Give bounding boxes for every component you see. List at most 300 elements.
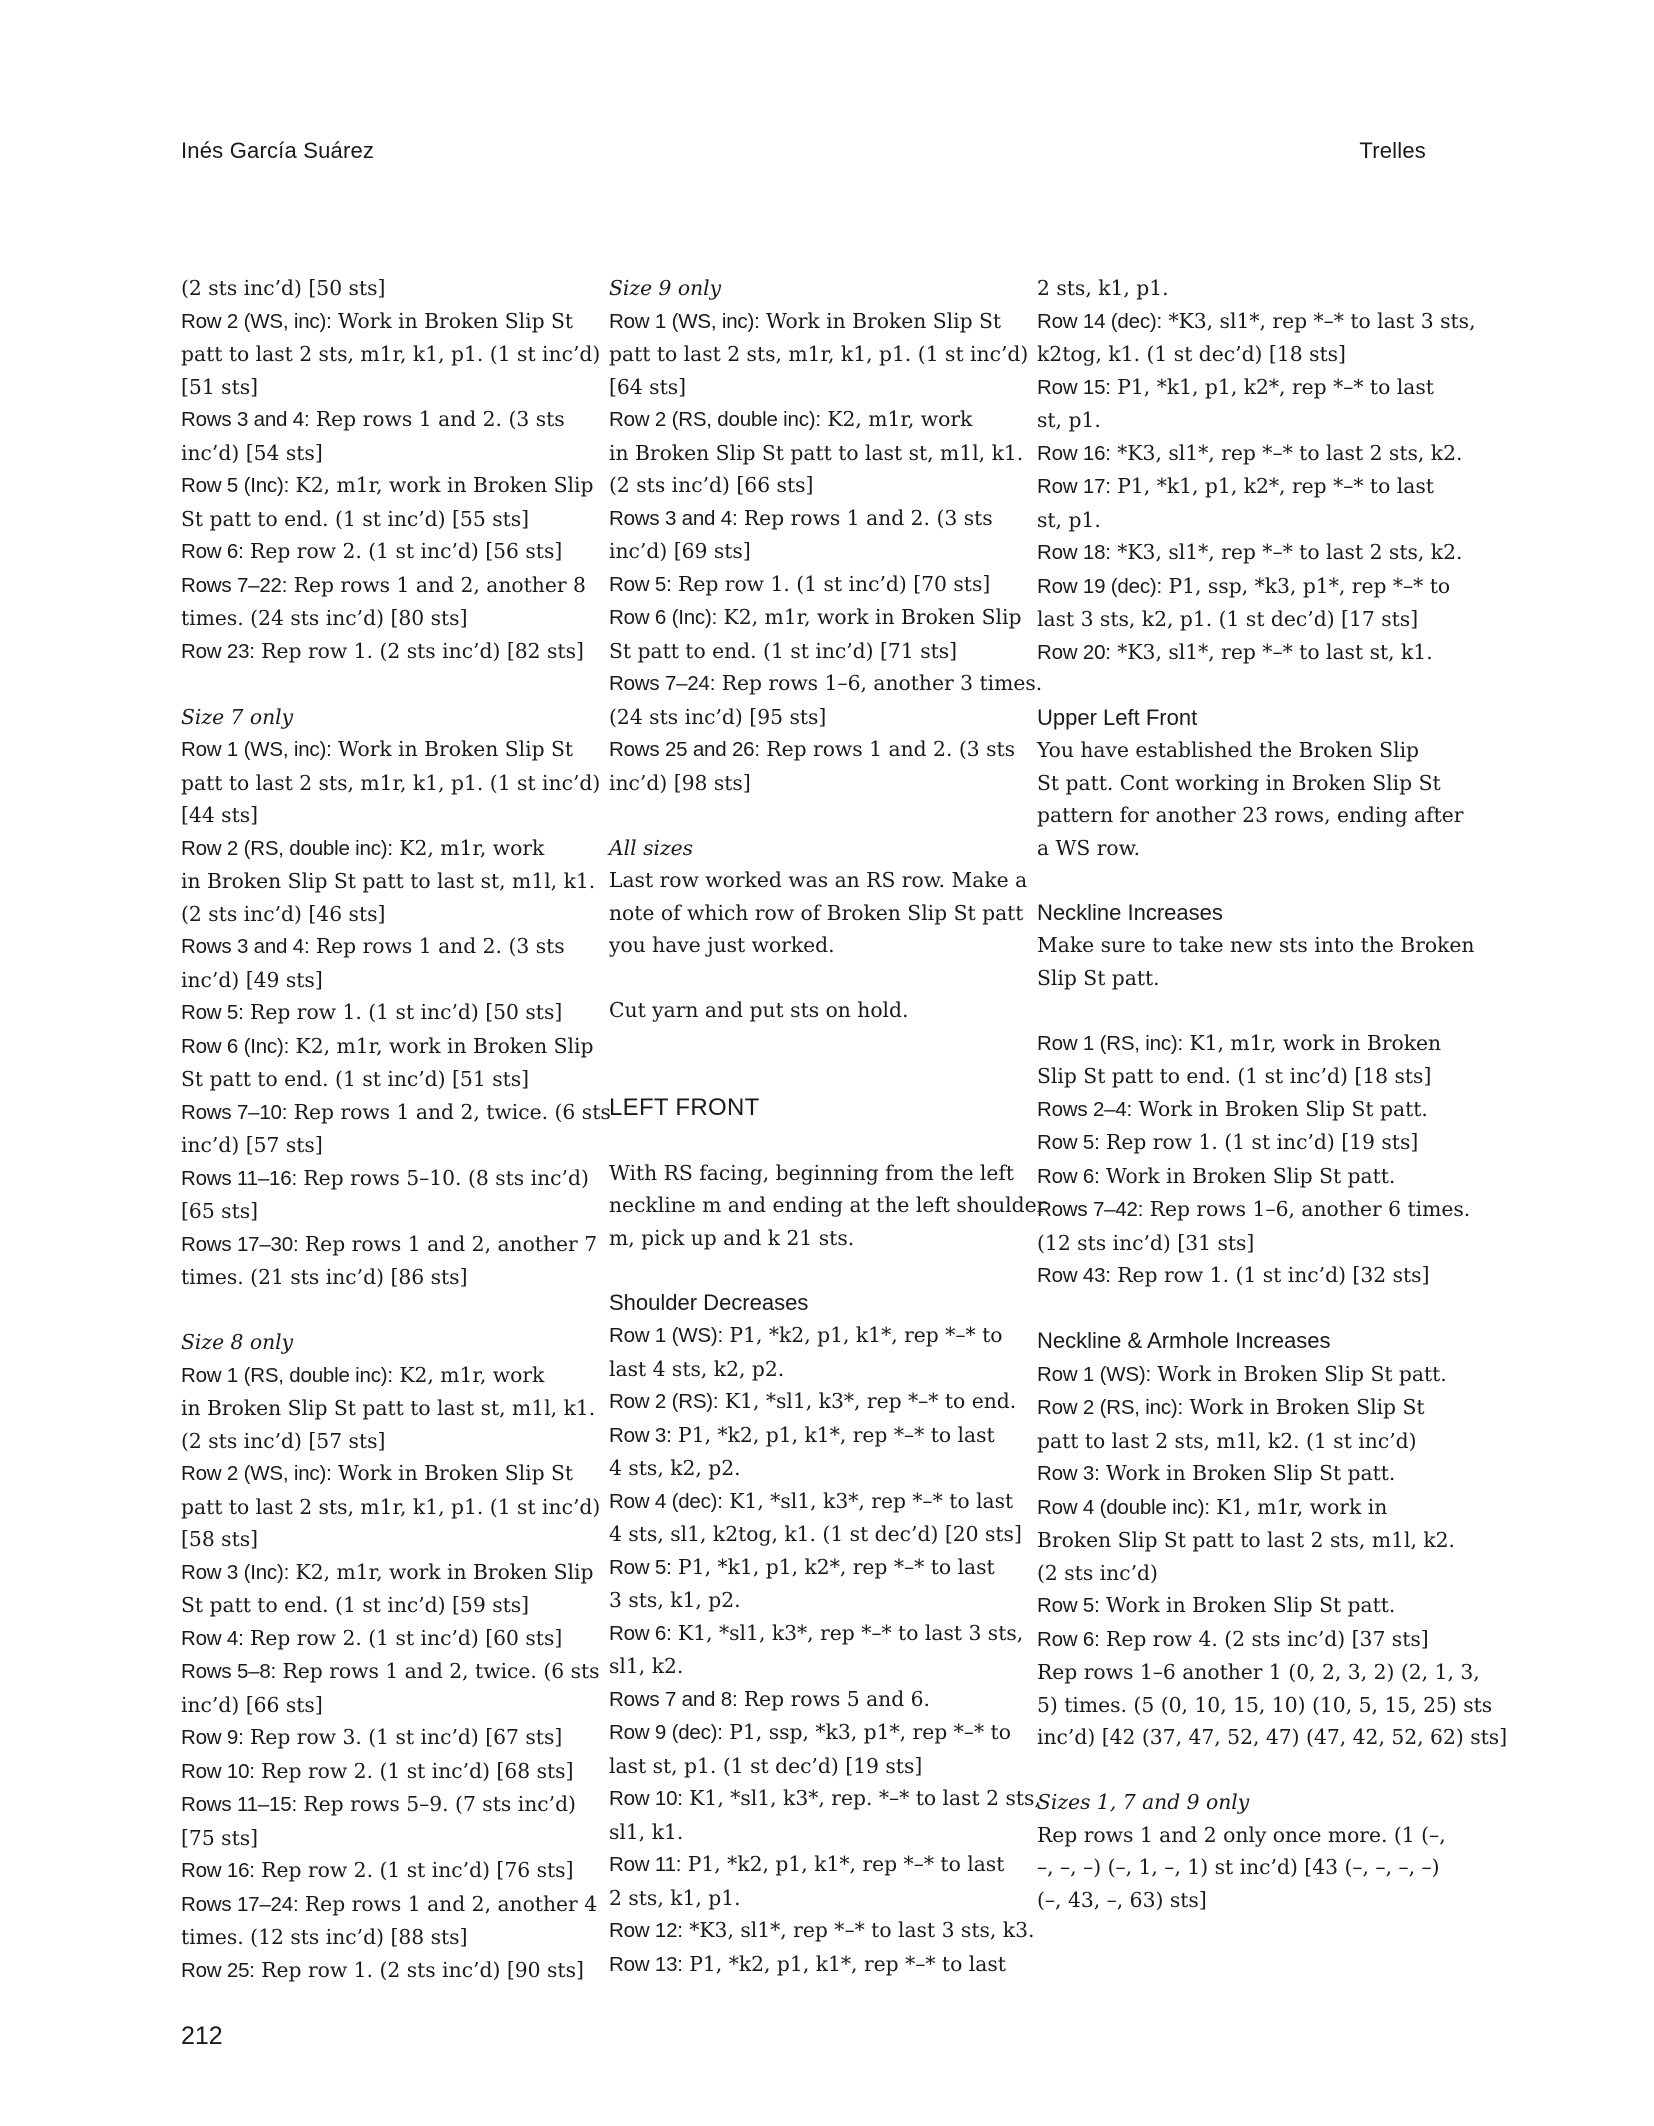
text-line [1037,272,1432,305]
row-text: P1, *k2, p1, k1*, rep *–* to last [681,1852,1005,1876]
subheading: Upper Left Front [1037,704,1198,730]
row-text: (24 sts inc’d) [95 sts] [609,704,827,729]
page-number: 212 [181,2022,223,2050]
row-text: last 4 sts, k2, p2. [609,1356,785,1381]
text-line [1037,603,1432,636]
text-line [1037,767,1441,800]
row-text: K1, m1r, work in Broken [1183,1030,1442,1055]
text-line [181,1063,576,1096]
row-text: Work in Broken Slip St [1183,1395,1425,1419]
text-line [609,1650,1004,1683]
row-text: last st, p1. (1 st dec’d) [19 sts] [609,1753,923,1778]
instruction-row [1037,1027,1442,1061]
row-text: You have established the Broken Slip [1037,738,1420,762]
row-label: Row 3: [1037,1462,1100,1485]
row-text: Rep row 2. (1 st inc’d) [60 sts] [243,1625,563,1650]
row-label: Rows 17–24: [181,1892,299,1916]
row-text: Rep rows 1–6 another 1 (0, 2, 3, 2) (2, 1, 3, [1037,1660,1480,1684]
blank-line [609,799,1004,832]
row-text: (2 sts inc’d) [57 sts] [181,1428,386,1453]
row-label: Row 6: [609,1621,672,1645]
instruction-row [1037,1093,1432,1127]
blank-line [1037,1293,1432,1326]
instruction-row [609,305,1004,339]
instruction-row [1037,1160,1432,1194]
text-line [1037,1819,1446,1852]
row-text: sl1, k2. [609,1654,684,1678]
row-text: sl1, k1. [609,1819,684,1844]
instruction-row [1037,437,1463,471]
instruction-row [181,1162,589,1196]
text-line [609,635,1004,668]
text-line [181,1392,596,1425]
text-line [181,371,576,404]
row-text: Rep rows 1 and 2 only once more. (1 (–, [1037,1822,1446,1847]
instruction-row [1037,1491,1432,1525]
text-line [181,1425,576,1458]
row-text: in Broken Slip St patt to last st, m1l, k1. [609,440,1024,465]
row-text: K1, *sl1, k3*, rep *–* to end. [718,1389,1017,1413]
row-text: times. (24 sts inc’d) [80 sts] [181,606,468,630]
row-text: Rep row 1. (1 st inc’d) [50 sts] [243,1000,563,1024]
blank-line [1037,1754,1432,1787]
row-text: m, pick up and k 21 sts. [609,1225,855,1250]
instruction-row [1037,1589,1432,1623]
instruction-row [609,1617,1024,1651]
row-text: Work in Broken Slip St patt. [1099,1163,1396,1188]
size-note: Size 9 only [609,276,722,300]
text-line [181,437,576,470]
text-column-1 [181,272,611,1987]
row-label: Row 10: [609,1787,683,1810]
text-line [1037,929,1475,962]
text-line [1037,1721,1508,1754]
instruction-row [181,569,586,603]
row-text: [44 sts] [181,803,259,827]
row-label: Row 6: [1037,1627,1100,1651]
row-text: Rep rows 1 and 2, twice. (6 sts [276,1659,600,1683]
text-line [1037,404,1432,437]
row-text: (12 sts inc’d) [31 sts] [1037,1230,1255,1255]
text-column-2 [609,272,1047,1981]
row-label: Row 6: [1037,1164,1100,1188]
row-label: Row 6 (Inc): [181,1034,290,1058]
row-text: patt to last 2 sts, m1r, k1, p1. (1 st inc’d) [181,342,601,366]
row-text: *K3, sl1*, rep *–* to last 3 sts, [1162,308,1476,333]
blank-line [609,1124,1004,1157]
row-label: Row 1 (WS, inc): [609,309,760,333]
row-text: Rep rows 1–6, another 3 times. [715,671,1043,695]
text-line [1037,338,1432,371]
row-text: Work in Broken Slip St patt. [1099,1461,1396,1485]
instruction-row [181,1788,576,1822]
row-text: –, –, –) (–, 1, –, 1) st inc’d) [43 (–, –, –, –) [1037,1855,1440,1879]
row-text: St patt to end. (1 st inc’d) [51 sts] [181,1067,530,1091]
instruction-row [609,1914,1035,1948]
instruction-row [1037,636,1432,670]
row-label: Rows 3 and 4: [181,935,310,958]
instruction-row [181,832,576,866]
header-title: Trelles [1359,138,1426,163]
row-label: Rows 5–8: [181,1660,277,1683]
row-label: Row 1 (RS, double inc): [181,1363,393,1387]
row-text: (2 sts inc’d) [46 sts] [181,901,386,926]
text-line [609,338,1029,371]
text-line [181,602,576,635]
text-line [1037,962,1432,995]
instruction-row [609,568,1004,602]
text-line [1037,832,1432,865]
row-text: P1, ssp, *k3, p1*, rep *–* to [722,1720,1011,1744]
text-line [609,929,1004,962]
instruction-row [1037,1259,1432,1293]
blank-line [1037,864,1432,897]
row-text: (2 sts inc’d) [66 sts] [609,473,814,497]
blank-line [609,1027,1004,1060]
instruction-row [181,1655,600,1689]
row-label: Row 17: [1037,475,1111,498]
text-line [1037,1227,1432,1260]
row-text: (–, 43, –, 63) sts] [1037,1887,1207,1912]
row-text: [58 sts] [181,1527,259,1551]
row-text: inc’d) [98 sts] [609,770,751,795]
text-line [609,1518,1022,1551]
instruction-row [1037,1193,1471,1227]
row-text: *K3, sl1*, rep *–* to last st, k1. [1110,639,1433,664]
instruction-row [609,1319,1004,1353]
instruction-row [1037,570,1451,604]
row-text: times. (21 sts inc’d) [86 sts] [181,1265,468,1289]
row-text: Rep rows 1 and 2. (3 sts [759,737,1016,761]
row-text: Rep row 2. (1 st inc’d) [76 sts] [254,1858,574,1882]
row-label: Row 2 (RS, inc): [1037,1396,1184,1419]
subheading: Neckline Increases [1037,899,1223,925]
text-line [181,1921,576,1954]
row-text: P1, *k2, p1, k1*, rep *–* to last [682,1951,1006,1976]
text-line [181,503,576,536]
instruction-row [1037,1623,1432,1657]
text-line [609,1750,1004,1783]
instruction-row [181,403,576,437]
instruction-row [1037,1391,1432,1425]
text-column-3 [1037,272,1508,1916]
row-text: times. (12 sts inc’d) [88 sts] [181,1925,468,1949]
row-text: Work in Broken Slip St patt. [1099,1593,1396,1617]
text-line [609,1353,1004,1386]
instruction-row [181,1096,611,1130]
row-label: Row 9 (dec): [609,1721,723,1744]
row-text: With RS facing, beginning from the left [609,1160,1015,1185]
row-label: Rows 7–10: [181,1100,288,1124]
row-label: Rows 25 and 26: [609,738,760,761]
text-line [609,371,1004,404]
instruction-row [181,930,576,964]
row-text: [75 sts] [181,1825,259,1850]
row-label: Rows 2–4: [1037,1097,1133,1121]
row-label: Row 2 (WS, inc): [181,1462,332,1485]
row-text: K1, *sl1, k3*, rep *–* to last [722,1488,1014,1513]
row-label: Rows 7–42: [1037,1198,1144,1221]
row-text: K1, *sl1, k3*, rep. *–* to last 2 sts, [682,1786,1041,1810]
row-label: Row 2 (RS): [609,1390,719,1413]
row-text: K2, m1r, work in Broken Slip [717,605,1022,629]
instruction-row [609,1683,1004,1717]
row-label: Row 16: [181,1859,255,1882]
instruction-row [181,535,576,569]
text-line [181,865,596,898]
row-text: St patt to end. (1 st inc’d) [55 sts] [181,506,530,531]
text-line [181,1195,576,1228]
row-label: Row 15: [1037,375,1111,399]
row-label: Row 9: [181,1726,244,1749]
blank-line [609,1254,1004,1287]
instruction-row [609,1948,1004,1982]
row-text: patt to last 2 sts, m1r, k1, p1. (1 st inc’d) [181,1494,601,1519]
row-label: Row 23: [181,639,255,663]
row-text: [65 sts] [181,1199,259,1223]
row-text: k2tog, k1. (1 st dec’d) [18 sts] [1037,342,1346,366]
row-text: K2, m1r, work [820,407,973,431]
row-text: Rep rows 5 and 6. [737,1686,931,1711]
row-text: St patt. Cont working in Broken Slip St [1037,770,1441,795]
row-text: inc’d) [49 sts] [181,967,323,992]
text-line [609,469,1004,502]
row-text: Rep row 1. (2 sts inc’d) [90 sts] [254,1957,584,1982]
instruction-row [181,1030,594,1064]
row-text: Broken Slip St patt to last 2 sts, m1l, k2. [1037,1528,1455,1552]
instruction-row [609,1848,1004,1882]
text-line [181,272,576,305]
instruction-row [1037,1126,1432,1160]
row-text: 5) times. (5 (0, 10, 15, 10) (10, 5, 15, 25) sts [1037,1692,1493,1717]
row-label: Row 4 (double inc): [1037,1495,1210,1519]
text-line [609,1584,1004,1617]
text-line [181,1129,576,1162]
row-label: Row 16: [1037,441,1111,465]
row-text: inc’d) [57 sts] [181,1133,323,1157]
text-line [609,437,1024,470]
row-label: Row 5: [609,572,672,596]
instruction-row [181,1457,576,1491]
row-text: Work in Broken Slip St patt. [1150,1361,1447,1386]
text-line [609,1222,1004,1255]
row-text: P1, *k2, p1, k1*, rep *–* to last [671,1422,995,1447]
row-text: (2 sts inc’d) [1037,1560,1158,1585]
row-text: Slip St patt to end. (1 st inc’d) [18 sts] [1037,1064,1432,1088]
row-label: Row 2 (RS, double inc): [609,408,821,431]
row-label: Row 5: [1037,1594,1100,1617]
row-text: you have just worked. [609,933,835,957]
text-line [181,1523,576,1556]
row-text: (2 sts inc’d) [50 sts] [181,276,386,300]
row-text: K2, m1r, work [392,835,545,860]
row-text: Rep rows 1 and 2, another 4 [298,1891,598,1916]
row-text: Rep row 1. (1 st inc’d) [32 sts] [1110,1263,1430,1287]
instruction-row [181,469,594,503]
size-note: Size 8 only [181,1330,294,1354]
text-line [609,1452,1004,1485]
row-text: Work in Broken Slip St [331,1461,574,1485]
row-label: Rows 7–24: [609,672,716,695]
instruction-row [609,502,1004,536]
instruction-row [181,1228,598,1262]
row-text: Rep row 1. (2 sts inc’d) [82 sts] [254,638,584,663]
row-label: Row 43: [1037,1264,1111,1287]
row-label: Row 12: [609,1919,683,1942]
blank-line [609,1059,1004,1092]
blank-line [181,1294,576,1327]
subheading: Neckline & Armhole Increases [1037,1328,1331,1353]
row-text: [64 sts] [609,374,687,399]
row-text: Rep rows 1 and 2. (3 sts [737,505,993,530]
row-text: in Broken Slip St patt to last st, m1l, k1. [181,869,596,893]
row-text: patt to last 2 sts, m1r, k1, p1. (1 st inc’d) [609,342,1029,366]
row-text: P1, *k2, p1, k1*, rep *–* to [722,1323,1003,1347]
row-text: a WS row. [1037,835,1141,860]
row-label: Row 13: [609,1952,683,1976]
blank-line [181,668,576,701]
row-text: 4 sts, sl1, k2tog, k1. (1 st dec’d) [20 sts] [609,1522,1022,1546]
text-line [1037,1689,1493,1722]
row-text: Last row worked was an RS row. Make a [609,868,1028,892]
row-text: K2, m1r, work in Broken Slip [289,473,594,497]
row-label: Rows 17–30: [181,1232,299,1256]
text-line [609,767,1004,800]
row-label: Row 14 (dec): [1037,309,1163,333]
row-text: 2 sts, k1, p1. [609,1885,741,1910]
row-label: Rows 7–22: [181,573,288,597]
blank-line [609,962,1004,995]
row-text: patt to last 2 sts, m1l, k2. (1 st inc’d) [1037,1428,1417,1453]
row-text: Rep rows 5–10. (8 sts inc’d) [296,1165,589,1190]
instruction-row [181,1556,594,1590]
row-label: Row 19 (dec): [1037,574,1163,598]
row-text: St patt to end. (1 st inc’d) [71 sts] [609,638,958,663]
row-label: Row 4 (dec): [609,1489,723,1513]
row-text: [51 sts] [181,374,259,399]
row-label: Row 1 (WS): [609,1324,723,1347]
text-line [1037,1851,1440,1884]
size-note: Size 7 only [181,704,294,729]
row-text: Rep row 1. (1 st inc’d) [19 sts] [1099,1130,1419,1154]
row-label: Rows 11–16: [181,1166,297,1190]
row-label: Rows 11–15: [181,1793,297,1816]
instruction-row [181,635,584,669]
row-text: P1, *k1, p1, k2*, rep *–* to last [671,1554,995,1579]
text-line [1037,1557,1432,1590]
text-line [1037,734,1432,767]
text-line [181,1491,601,1524]
text-line [181,767,601,800]
text-line [181,799,576,832]
text-line [609,864,1028,897]
instruction-row [1037,1457,1432,1491]
row-text: Rep rows 5–9. (7 sts inc’d) [296,1792,576,1816]
instruction-row [609,601,1022,635]
row-label: Row 6: [181,540,244,563]
row-text: inc’d) [42 (37, 47, 52, 47) (47, 42, 52, 62) sts] [1037,1725,1508,1749]
instruction-row [609,1782,1041,1816]
row-text: Work in Broken Slip St [331,737,574,761]
row-text: *K3, sl1*, rep *–* to last 2 sts, k2. [1110,440,1463,465]
row-label: Rows 7 and 8: [609,1687,738,1711]
row-text: Rep row 2. (1 st inc’d) [56 sts] [243,539,563,563]
text-line [181,1589,576,1622]
row-text: Rep row 1. (1 st inc’d) [70 sts] [671,571,991,596]
instruction-row [1037,305,1476,339]
instruction-row [181,1755,576,1789]
row-text: inc’d) [54 sts] [181,440,323,465]
instruction-row [1037,470,1432,504]
instruction-row [609,1716,1011,1750]
row-text: K2, m1r, work [392,1362,545,1387]
row-label: Row 18: [1037,541,1111,564]
row-text: Rep rows 1 and 2, another 7 [298,1231,598,1256]
row-text: pattern for another 23 rows, ending after [1037,803,1464,827]
blank-line [1037,994,1432,1027]
text-line [181,898,576,931]
row-label: Row 10: [181,1759,255,1783]
row-text: neckline m and ending at the left shoulder [609,1193,1047,1217]
instruction-row [181,305,576,339]
row-text: *K3, sl1*, rep *–* to last 2 sts, k2. [1110,540,1463,564]
instruction-row [181,733,576,767]
text-line [181,964,576,997]
text-line [181,338,601,371]
row-text: K2, m1r, work in Broken Slip [289,1033,594,1058]
instruction-row [609,667,1043,701]
size-note: All sizes [609,835,694,860]
row-text: K1, m1r, work in [1209,1494,1388,1519]
row-text: in Broken Slip St patt to last st, m1l, k1. [181,1396,596,1420]
text-line [1037,1656,1480,1689]
text-line [609,535,1004,568]
row-label: Row 25: [181,1958,255,1982]
row-label: Rows 3 and 4: [609,506,738,530]
row-text: Work in Broken Slip St [331,308,574,333]
row-text: st, p1. [1037,507,1101,532]
row-text: Rep row 4. (2 sts inc’d) [37 sts] [1099,1626,1429,1651]
text-line [609,701,1004,734]
row-text: K2, m1r, work in Broken Slip [289,1559,594,1584]
row-label: Rows 3 and 4: [181,408,310,431]
instruction-row [181,1954,584,1988]
text-line [609,994,1004,1027]
row-text: Rep rows 1 and 2. (3 sts [309,407,565,431]
row-text: P1, *k1, p1, k2*, rep *–* to last [1110,474,1434,498]
row-text: Rep rows 1 and 2. (3 sts [309,934,565,958]
text-line [181,1689,576,1722]
header-author: Inés García Suárez [181,138,375,163]
row-text: Rep row 3. (1 st inc’d) [67 sts] [243,1725,563,1749]
text-line [181,1261,576,1294]
row-text: Rep rows 1 and 2, another 8 [287,572,586,597]
row-label: Row 2 (WS, inc): [181,309,332,333]
text-line [609,897,1024,930]
row-label: Row 20: [1037,640,1111,664]
row-label: Row 1 (WS, inc): [181,738,332,761]
row-label: Row 11: [609,1853,682,1876]
row-text: Rep rows 1–6, another 6 times. [1143,1197,1471,1221]
row-text: last 3 sts, k2, p1. (1 st dec’d) [17 sts] [1037,607,1419,631]
text-line [609,1189,1047,1222]
row-label: Row 4: [181,1626,244,1650]
row-label: Row 5: [181,1001,244,1024]
row-label: Row 5: [609,1555,672,1579]
row-text: Cut yarn and put sts on hold. [609,998,909,1022]
instruction-row [181,1854,576,1888]
row-text: *K3, sl1*, rep *–* to last 3 sts, k3. [682,1918,1035,1942]
